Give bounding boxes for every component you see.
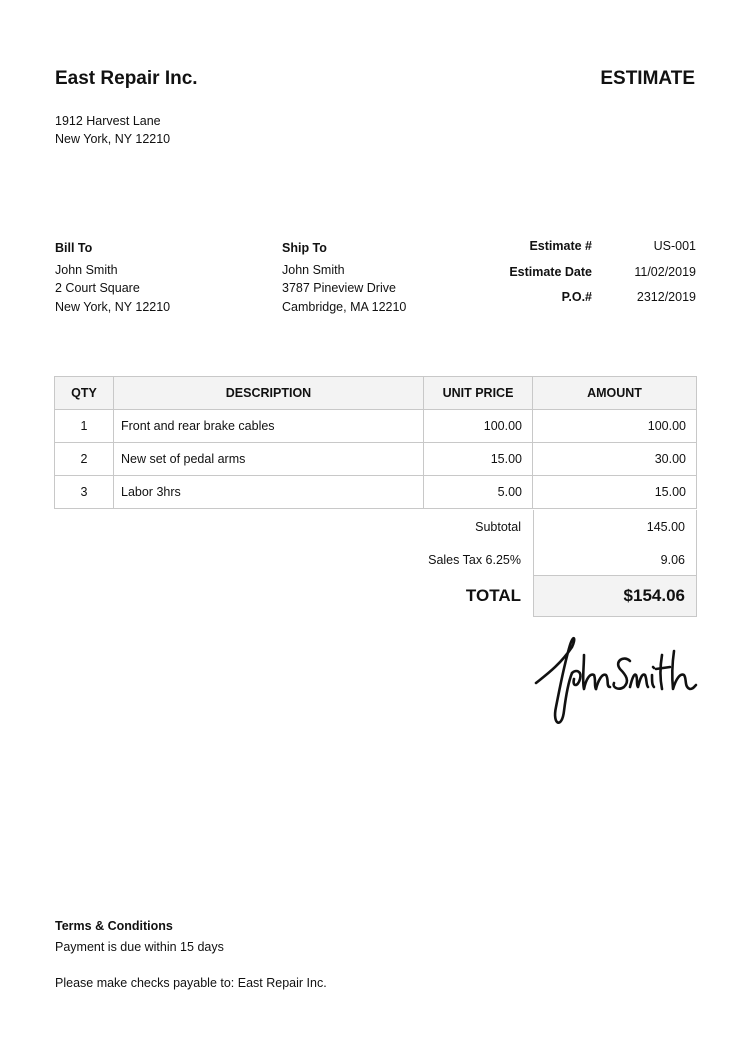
cell-qty: 2 [55,443,114,476]
bill-to-block [55,239,170,316]
cell-unit-price: 100.00 [424,410,533,443]
meta-label: P.O.# [561,290,592,304]
meta-label: Estimate Date [509,264,592,279]
total-label: TOTAL [465,586,521,605]
column-header-unit-price: UNIT PRICE [424,377,533,410]
table-row [55,410,697,443]
table-row [55,443,697,476]
cell-description: New set of pedal arms [114,443,424,476]
meta-label: Estimate # [529,239,592,253]
bill-to-line: New York, NY 12210 [55,299,171,314]
cell-qty: 1 [55,410,114,443]
column-header-qty: QTY [55,377,114,410]
bill-to-heading: Bill To [55,241,93,255]
line-items-table [54,376,697,509]
cell-amount: 15.00 [533,476,697,509]
meta-value: 11/02/2019 [634,264,696,279]
meta-row-estimate-number [470,239,696,265]
bill-to-line: 2 Court Square [55,281,140,295]
company-address-line: 1912 Harvest Lane [55,114,161,128]
cell-qty: 3 [55,476,114,509]
subtotal-label: Subtotal [475,519,521,534]
sales-tax-value: 9.06 [533,543,697,576]
ship-to-line: John Smith [282,262,345,277]
table-header-row [55,377,697,410]
table-row [55,476,697,509]
estimate-meta [470,239,696,316]
terms-payable-to: Please make checks payable to: East Repair Inc. [55,976,327,990]
terms-payment-due: Payment is due within 15 days [55,940,224,954]
ship-to-line: Cambridge, MA 12210 [282,299,407,314]
subtotal-row [400,510,697,543]
signature-image [530,625,700,735]
company-name: East Repair Inc. [55,68,198,89]
meta-row-estimate-date [470,265,696,291]
ship-to-block [282,239,406,316]
sales-tax-label: Sales Tax 6.25% [428,552,521,567]
signature-scribble-icon [530,625,700,735]
subtotal-value: 145.00 [533,510,697,543]
bill-to-line: John Smith [55,262,118,277]
ship-to-heading: Ship To [282,241,327,255]
column-header-amount: AMOUNT [533,377,697,410]
total-value: $154.06 [533,575,697,617]
ship-to-line: 3787 Pineview Drive [282,281,396,295]
cell-amount: 30.00 [533,443,697,476]
cell-unit-price: 15.00 [424,443,533,476]
cell-description: Labor 3hrs [114,476,424,509]
document-title: ESTIMATE [600,68,695,89]
cell-amount: 100.00 [533,410,697,443]
cell-unit-price: 5.00 [424,476,533,509]
totals-section [400,510,697,616]
company-address-line: New York, NY 12210 [55,132,171,146]
terms-heading: Terms & Conditions [55,919,173,933]
total-row [400,576,697,616]
column-header-description: DESCRIPTION [114,377,424,410]
meta-row-po-number [470,290,696,316]
sales-tax-row [400,543,697,576]
cell-description: Front and rear brake cables [114,410,424,443]
meta-value: US-001 [653,239,696,253]
meta-value: 2312/2019 [636,290,696,304]
company-address [55,112,170,148]
terms-section [55,917,327,992]
